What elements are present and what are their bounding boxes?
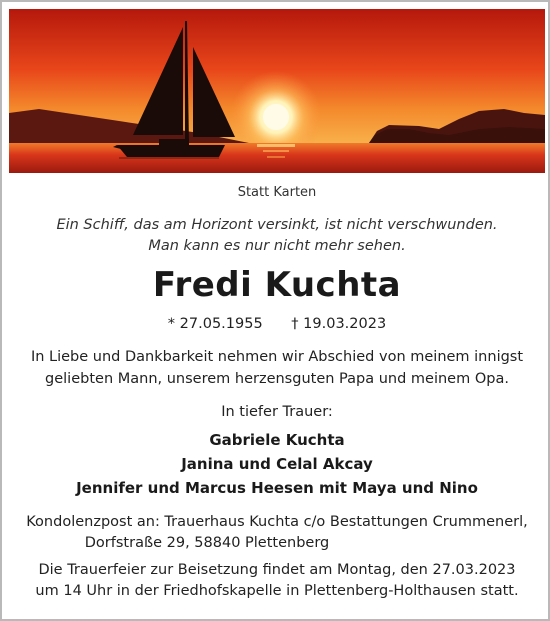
condolence-address: Dorfstraße 29, 58840 Plettenberg: [84, 535, 330, 551]
deceased-name: Fredi Kuchta: [152, 265, 402, 305]
mourner-name: Gabriele Kuchta: [209, 431, 345, 449]
condolence-line-2: [2, 535, 550, 551]
life-dates: [2, 316, 550, 332]
quote-line-1: Ein Schiff, das am Horizont versinkt, ist nicht verschwunden.: [56, 217, 498, 233]
mourner-name: Jennifer und Marcus Heesen mit Maya und Nino: [76, 479, 478, 497]
mourning-intro: In tiefer Trauer:: [221, 404, 333, 420]
ceremony-line-1: Die Trauerfeier zur Beisetzung findet am Montag, den 27.03.2023: [38, 562, 516, 578]
quote-line-2: Man kann es nur nicht mehr sehen.: [148, 238, 406, 254]
birth-date: * 27.05.1955: [167, 316, 263, 332]
sailboat-sunset-image: [9, 9, 545, 173]
sunset-illustration: [9, 9, 545, 173]
statt-karten: Statt Karten: [237, 185, 317, 200]
death-date: † 19.03.2023: [291, 316, 387, 332]
mourner-name: Janina und Celal Akcay: [181, 455, 373, 473]
message-line-2: geliebten Mann, unserem herzensguten Papa und meinem Opa.: [45, 371, 509, 387]
sun: [263, 104, 289, 130]
message-line-1: In Liebe und Dankbarkeit nehmen wir Abschied von meinem innigst: [30, 349, 524, 365]
sun-reflection: [257, 144, 295, 147]
ceremony-line-2: um 14 Uhr in der Friedhofskapelle in Plettenberg-Holthausen statt.: [35, 583, 519, 599]
condolence-line-1: Kondolenzpost an: Trauerhaus Kuchta c/o Bestattungen Crummenerl,: [26, 514, 528, 530]
